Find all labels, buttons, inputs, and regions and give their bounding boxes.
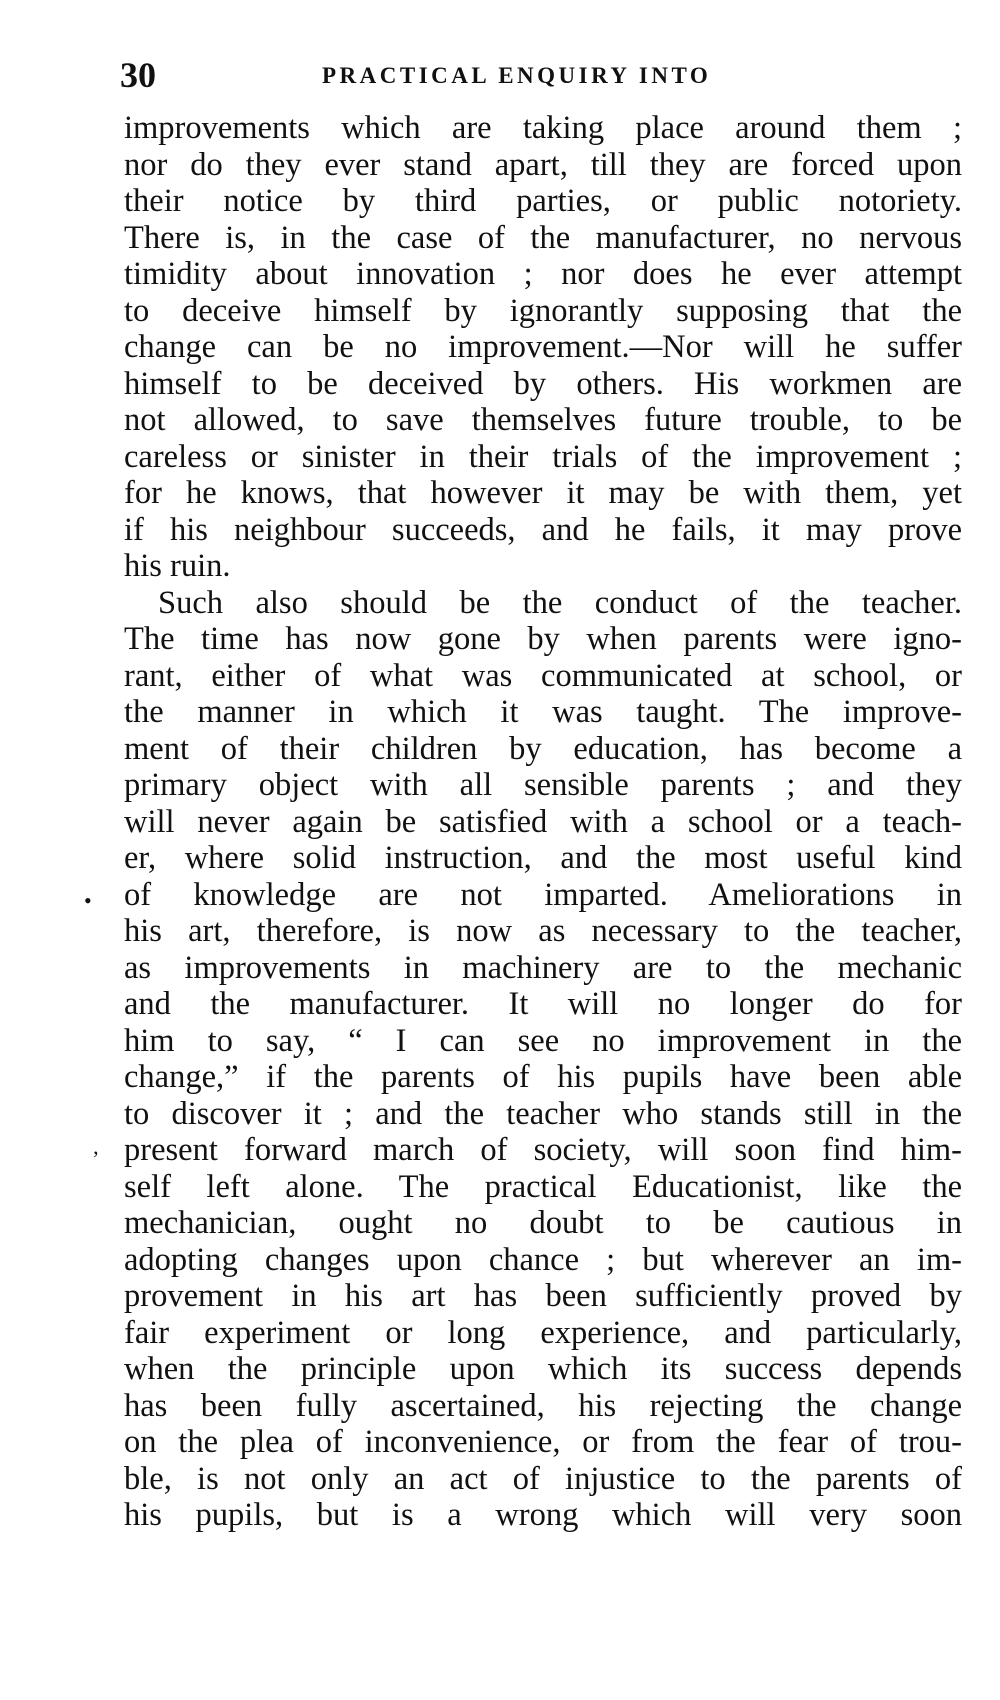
text-line: change,” if the parents of his pupils have been able — [124, 1059, 962, 1095]
running-head — [120, 55, 920, 95]
text-line: provement in his art has been sufficiently proved by — [124, 1278, 962, 1314]
text-line: himself to be deceived by others. His workmen are — [124, 365, 962, 402]
text-line: him to say, “ I can see no improvement in the — [124, 1022, 962, 1059]
text-line: his ruin. — [124, 548, 231, 584]
text-line: will never again be satisfied with a school or a teach- — [124, 803, 962, 840]
text-line: ble, is not only an act of injustice to the parents of — [124, 1460, 962, 1497]
text-line: his art, therefore, is now as necessary to the teacher, — [124, 913, 962, 949]
text-line: their notice by third parties, or public notoriety. — [124, 183, 962, 219]
margin-dot-mark: • — [84, 888, 92, 913]
text-line: to deceive himself by ignorantly supposing that the — [124, 292, 962, 329]
text-line: and the manufacturer. It will no longer do for — [124, 986, 962, 1022]
text-line: careless or sinister in their trials of the improvement ; — [124, 438, 962, 475]
page-number: 30 — [120, 55, 156, 95]
paragraph-2 — [124, 585, 962, 1534]
text-line: The time has now gone by when parents were igno- — [124, 621, 962, 657]
text-line: if his neighbour succeeds, and he fails, it may prove — [124, 511, 962, 548]
text-line: has been fully ascertained, his rejecting the change — [124, 1387, 962, 1424]
body-text — [124, 110, 962, 1534]
text-line: of knowledge are not imparted. Ameliorations in — [124, 876, 962, 913]
text-line: er, where solid instruction, and the most useful kind — [124, 840, 962, 876]
text-line: change can be no improvement.—Nor will he suffer — [124, 329, 962, 365]
text-line: his pupils, but is a wrong which will very soon — [124, 1497, 962, 1533]
running-title: PRACTICAL ENQUIRY INTO — [322, 63, 712, 88]
text-line: to discover it ; and the teacher who stands still in the — [124, 1095, 962, 1132]
text-line: fair experiment or long experience, and particularly, — [124, 1314, 962, 1351]
text-line: ment of their children by education, has become a — [124, 730, 962, 767]
text-line: Such also should be the conduct of the teacher. — [158, 584, 962, 621]
text-line: rant, either of what was communicated at school, or — [124, 657, 962, 694]
margin-tick-mark: ’ — [92, 1146, 100, 1171]
text-line: There is, in the case of the manufacturer, no nervous — [124, 219, 962, 256]
text-line: primary object with all sensible parents ; and they — [124, 767, 962, 803]
text-line: timidity about innovation ; nor does he ever attempt — [124, 256, 962, 292]
text-line: for he knows, that however it may be with them, yet — [124, 475, 962, 511]
text-line: on the plea of inconvenience, or from the fear of trou- — [124, 1424, 962, 1460]
text-line: self left alone. The practical Educationist, like the — [124, 1168, 962, 1205]
paragraph-1 — [124, 110, 962, 585]
text-line: mechanician, ought no doubt to be cautious in — [124, 1205, 962, 1241]
text-line: present forward march of society, will soon find him- — [124, 1132, 962, 1168]
text-line: as improvements in machinery are to the mechanic — [124, 949, 962, 986]
text-line: not allowed, to save themselves future trouble, to be — [124, 402, 962, 438]
text-line: improvements which are taking place around them ; — [124, 110, 962, 146]
text-line: the manner in which it was taught. The improve- — [124, 694, 962, 730]
text-line: when the principle upon which its success depends — [124, 1351, 962, 1387]
text-line: adopting changes upon chance ; but wherever an im- — [124, 1241, 962, 1278]
text-line: nor do they ever stand apart, till they are forced upon — [124, 146, 962, 183]
